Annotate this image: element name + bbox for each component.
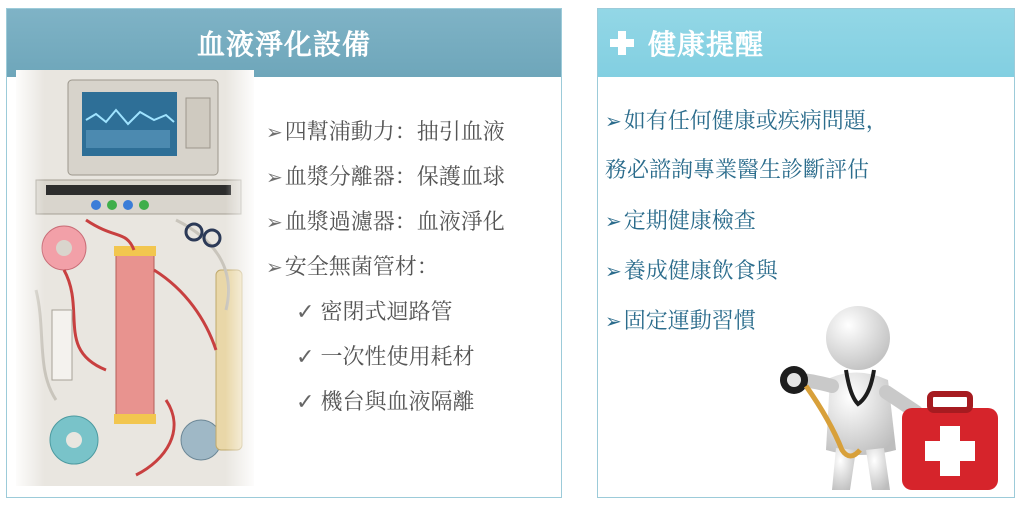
arrow-bullet-icon: ➢ [605,109,622,133]
arrow-bullet-icon: ➢ [266,165,283,189]
sub-feature-item: ✓ 機台與血液隔離 [296,390,475,415]
arrow-bullet-icon: ➢ [266,120,283,144]
tip-item: 務必諮詢專業醫生診斷評估 [605,158,870,183]
sub-feature-item: ✓ 一次性使用耗材 [296,345,475,370]
sub-feature-item: ✓ 密閉式迴路管 [296,300,453,325]
check-icon: ✓ [296,345,315,370]
feature-item: ➢血漿過濾器：血液淨化 [266,210,505,235]
feature-item: ➢四幫浦動力：抽引血液 [266,120,505,145]
feature-item: ➢血漿分離器：保護血球 [266,165,505,190]
arrow-bullet-icon: ➢ [266,210,283,234]
check-icon: ✓ [296,390,315,415]
plus-icon [610,31,634,55]
health-reminder-title: 健康提醒 [648,28,765,61]
tip-item: ➢如有任何健康或疾病問題， [605,109,888,134]
arrow-bullet-icon: ➢ [605,309,622,333]
arrow-bullet-icon: ➢ [605,209,622,233]
equipment-header [7,9,561,77]
arrow-bullet-icon: ➢ [605,259,622,283]
arrow-bullet-icon: ➢ [266,255,283,279]
feature-list [266,110,505,425]
tip-item: ➢固定運動習慣 [605,309,756,334]
doctor-figure-image [780,300,1000,500]
blood-purification-machine-image [16,70,254,486]
tip-item: ➢養成健康飲食與 [605,259,778,284]
health-reminder-header [598,9,1014,77]
equipment-title: 血液淨化設備 [196,28,371,61]
check-icon: ✓ [296,300,315,325]
tip-item: ➢定期健康檢查 [605,209,756,234]
feature-item: ➢安全無菌管材： [266,255,439,280]
